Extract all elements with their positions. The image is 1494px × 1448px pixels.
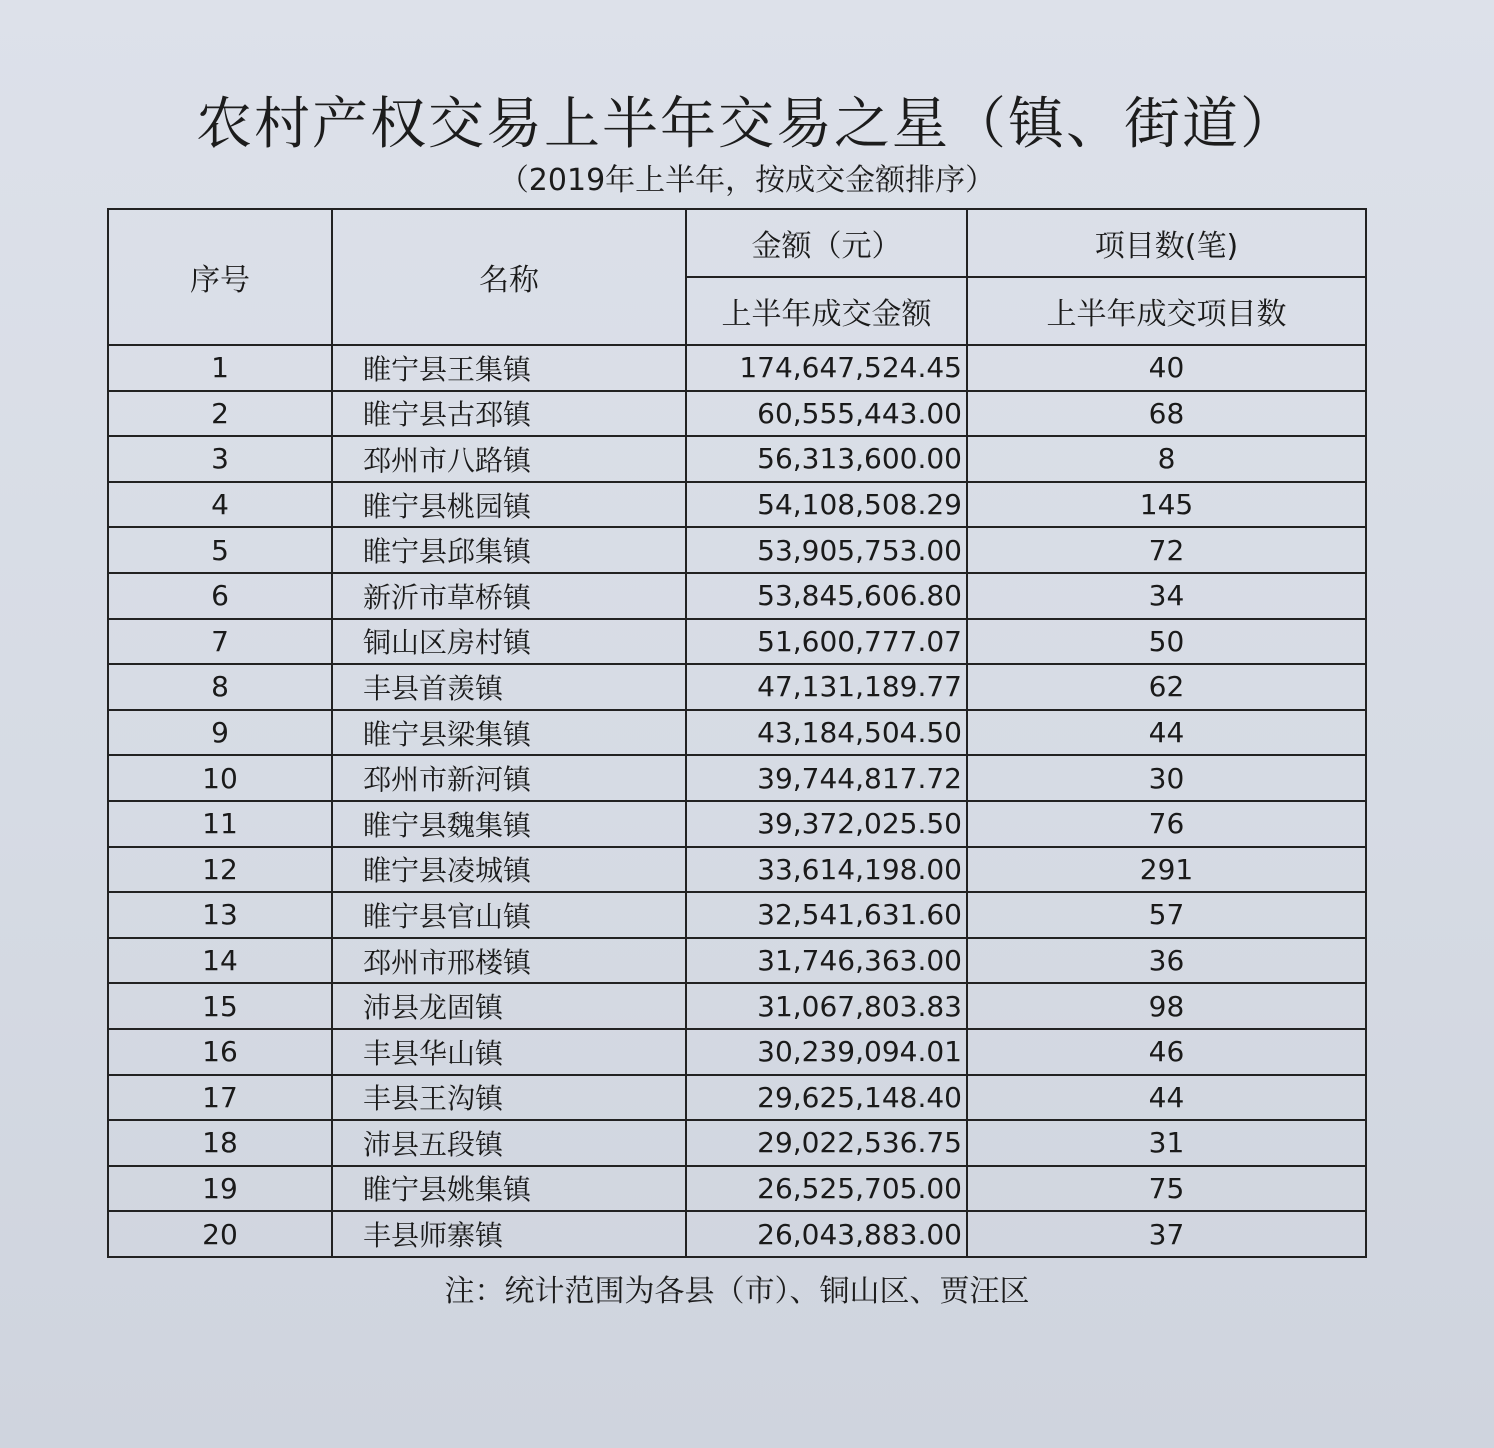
table-row	[108, 1166, 1366, 1212]
cell-amount: 43,184,504.50	[686, 710, 967, 756]
cell-name: 新沂市草桥镇	[332, 573, 686, 619]
cell-count: 50	[967, 619, 1366, 665]
table-row	[108, 482, 1366, 528]
cell-rank: 14	[108, 938, 332, 984]
cell-count: 8	[967, 436, 1366, 482]
cell-rank: 15	[108, 983, 332, 1029]
page-title: 农村产权交易上半年交易之星（镇、街道）	[196, 92, 1298, 157]
cell-count: 34	[967, 573, 1366, 619]
cell-count: 68	[967, 391, 1366, 437]
cell-rank: 16	[108, 1029, 332, 1075]
cell-rank: 4	[108, 482, 332, 528]
cell-rank: 3	[108, 436, 332, 482]
cell-name: 丰县师寨镇	[332, 1211, 686, 1257]
cell-rank: 8	[108, 664, 332, 710]
table-row	[108, 619, 1366, 665]
table-header	[108, 209, 1366, 345]
cell-amount: 30,239,094.01	[686, 1029, 967, 1075]
cell-count: 291	[967, 847, 1366, 893]
cell-count: 57	[967, 892, 1366, 938]
table-row	[108, 345, 1366, 391]
header-amount: 上半年成交金额	[686, 277, 967, 345]
cell-name: 睢宁县桃园镇	[332, 482, 686, 528]
page-subtitle: （2019年上半年，按成交金额排序）	[498, 163, 996, 198]
ranking-table	[107, 208, 1367, 1258]
footnote: 注：统计范围为各县（市）、铜山区、贾汪区	[444, 1274, 1030, 1309]
cell-amount: 47,131,189.77	[686, 664, 967, 710]
cell-count: 75	[967, 1166, 1366, 1212]
cell-name: 睢宁县魏集镇	[332, 801, 686, 847]
cell-rank: 11	[108, 801, 332, 847]
cell-rank: 20	[108, 1211, 332, 1257]
cell-rank: 18	[108, 1120, 332, 1166]
cell-amount: 31,746,363.00	[686, 938, 967, 984]
table-row	[108, 938, 1366, 984]
table-row	[108, 983, 1366, 1029]
cell-rank: 1	[108, 345, 332, 391]
cell-name: 睢宁县邱集镇	[332, 527, 686, 573]
cell-count: 30	[967, 755, 1366, 801]
cell-count: 44	[967, 1075, 1366, 1121]
cell-amount: 53,845,606.80	[686, 573, 967, 619]
header-count: 上半年成交项目数	[967, 277, 1366, 345]
cell-count: 44	[967, 710, 1366, 756]
cell-amount: 26,043,883.00	[686, 1211, 967, 1257]
cell-amount: 29,625,148.40	[686, 1075, 967, 1121]
cell-name: 睢宁县王集镇	[332, 345, 686, 391]
table-row	[108, 1029, 1366, 1075]
header-name: 名称	[332, 209, 686, 345]
table-row	[108, 1211, 1366, 1257]
cell-amount: 26,525,705.00	[686, 1166, 967, 1212]
cell-amount: 31,067,803.83	[686, 983, 967, 1029]
cell-rank: 17	[108, 1075, 332, 1121]
header-amount-group: 金额（元）	[686, 209, 967, 277]
cell-rank: 12	[108, 847, 332, 893]
cell-amount: 174,647,524.45	[686, 345, 967, 391]
cell-name: 睢宁县古邳镇	[332, 391, 686, 437]
table-row	[108, 573, 1366, 619]
cell-rank: 6	[108, 573, 332, 619]
cell-name: 沛县龙固镇	[332, 983, 686, 1029]
cell-count: 46	[967, 1029, 1366, 1075]
cell-name: 邳州市新河镇	[332, 755, 686, 801]
cell-rank: 10	[108, 755, 332, 801]
cell-count: 36	[967, 938, 1366, 984]
cell-name: 睢宁县姚集镇	[332, 1166, 686, 1212]
table-row	[108, 801, 1366, 847]
table-row	[108, 1120, 1366, 1166]
cell-count: 40	[967, 345, 1366, 391]
table-row	[108, 847, 1366, 893]
cell-name: 睢宁县凌城镇	[332, 847, 686, 893]
cell-amount: 51,600,777.07	[686, 619, 967, 665]
cell-count: 76	[967, 801, 1366, 847]
cell-name: 睢宁县梁集镇	[332, 710, 686, 756]
cell-name: 沛县五段镇	[332, 1120, 686, 1166]
table-row	[108, 710, 1366, 756]
cell-amount: 32,541,631.60	[686, 892, 967, 938]
table-row	[108, 527, 1366, 573]
cell-amount: 60,555,443.00	[686, 391, 967, 437]
cell-count: 62	[967, 664, 1366, 710]
header-rank: 序号	[108, 209, 332, 345]
table-row	[108, 436, 1366, 482]
table-row	[108, 1075, 1366, 1121]
cell-amount: 54,108,508.29	[686, 482, 967, 528]
table-row	[108, 755, 1366, 801]
cell-name: 丰县华山镇	[332, 1029, 686, 1075]
cell-count: 145	[967, 482, 1366, 528]
cell-count: 37	[967, 1211, 1366, 1257]
cell-rank: 5	[108, 527, 332, 573]
cell-amount: 56,313,600.00	[686, 436, 967, 482]
cell-amount: 33,614,198.00	[686, 847, 967, 893]
cell-amount: 39,372,025.50	[686, 801, 967, 847]
table-row	[108, 892, 1366, 938]
cell-count: 31	[967, 1120, 1366, 1166]
cell-rank: 2	[108, 391, 332, 437]
cell-count: 72	[967, 527, 1366, 573]
table-row	[108, 391, 1366, 437]
header-count-group: 项目数(笔)	[967, 209, 1366, 277]
cell-amount: 29,022,536.75	[686, 1120, 967, 1166]
table-row	[108, 664, 1366, 710]
cell-amount: 53,905,753.00	[686, 527, 967, 573]
cell-name: 邳州市八路镇	[332, 436, 686, 482]
cell-count: 98	[967, 983, 1366, 1029]
cell-rank: 9	[108, 710, 332, 756]
cell-name: 丰县王沟镇	[332, 1075, 686, 1121]
cell-name: 邳州市邢楼镇	[332, 938, 686, 984]
cell-name: 丰县首羡镇	[332, 664, 686, 710]
table-body	[108, 345, 1366, 1257]
cell-amount: 39,744,817.72	[686, 755, 967, 801]
cell-rank: 7	[108, 619, 332, 665]
cell-rank: 13	[108, 892, 332, 938]
cell-name: 铜山区房村镇	[332, 619, 686, 665]
cell-name: 睢宁县官山镇	[332, 892, 686, 938]
cell-rank: 19	[108, 1166, 332, 1212]
